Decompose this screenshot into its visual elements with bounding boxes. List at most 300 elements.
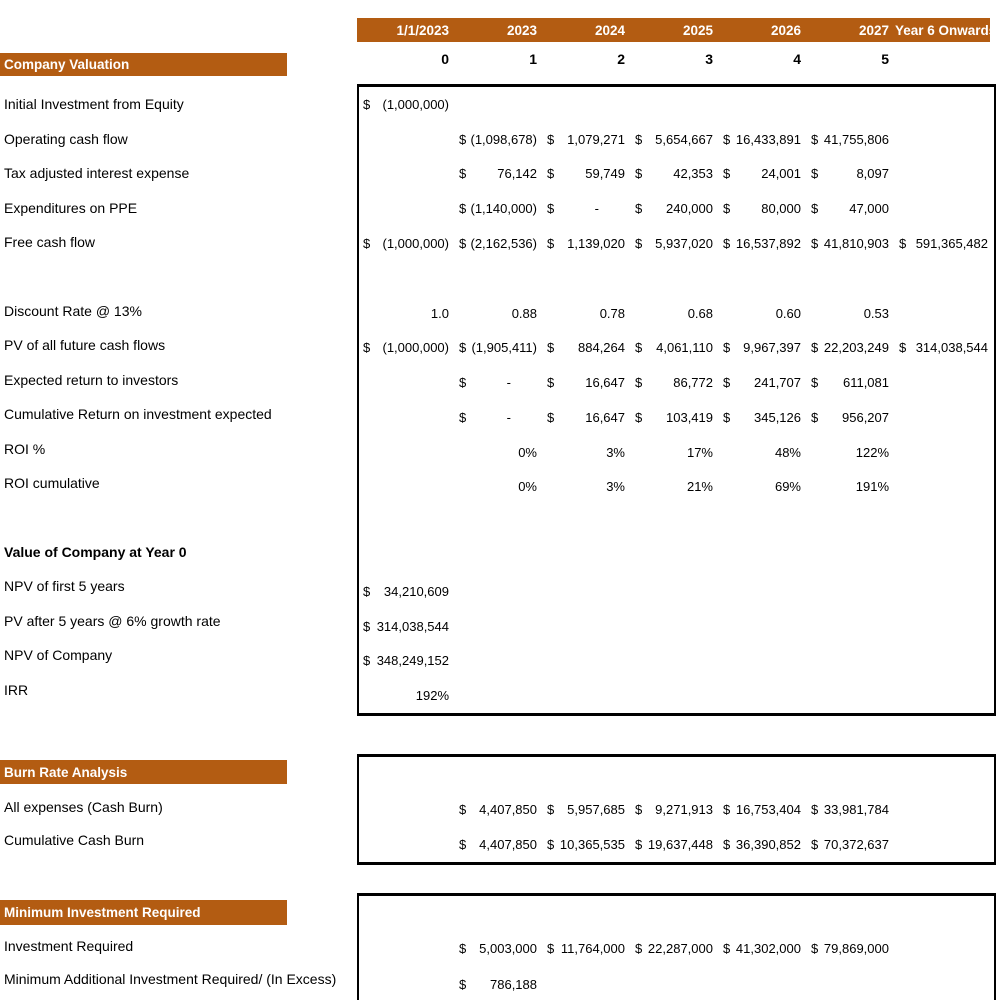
period-number-cell[interactable]: 0 xyxy=(441,51,449,67)
spreadsheet-cell[interactable] xyxy=(543,157,631,192)
currency-symbol: $ xyxy=(547,941,555,957)
spreadsheet-cell[interactable] xyxy=(807,967,895,1000)
spreadsheet-cell[interactable] xyxy=(895,896,994,931)
cell-value: 79,869,000 xyxy=(823,941,889,957)
spreadsheet-cell[interactable] xyxy=(719,827,807,862)
row-label[interactable]: All expenses (Cash Burn) xyxy=(4,798,163,815)
spreadsheet-cell[interactable] xyxy=(455,609,543,644)
spreadsheet-cell[interactable] xyxy=(455,296,543,331)
spreadsheet-cell[interactable] xyxy=(543,827,631,862)
currency-symbol: $ xyxy=(635,941,643,957)
spreadsheet-cell[interactable] xyxy=(807,122,895,157)
spreadsheet-cell[interactable] xyxy=(719,792,807,827)
spreadsheet-cell[interactable] xyxy=(631,87,719,122)
cell-value: 10,365,535 xyxy=(559,837,625,852)
spreadsheet-cell[interactable] xyxy=(807,609,895,644)
spreadsheet-cell[interactable] xyxy=(631,435,719,470)
currency-symbol: $ xyxy=(811,166,819,182)
spreadsheet-cell[interactable] xyxy=(455,539,543,574)
year-header-cell[interactable]: 2023 xyxy=(506,22,537,38)
spreadsheet-cell[interactable] xyxy=(807,330,895,365)
row-label[interactable]: PV after 5 years @ 6% growth rate xyxy=(4,612,221,629)
year-header-cell[interactable]: 1/1/2023 xyxy=(396,22,449,38)
spreadsheet-cell[interactable] xyxy=(719,296,807,331)
spreadsheet-cell[interactable] xyxy=(543,643,631,678)
row-label[interactable]: Cumulative Cash Burn xyxy=(4,831,145,848)
spreadsheet-cell[interactable] xyxy=(359,435,455,470)
row-label[interactable]: PV of all future cash flows xyxy=(4,337,166,354)
spreadsheet-cell[interactable] xyxy=(631,574,719,609)
spreadsheet-cell[interactable] xyxy=(895,539,994,574)
spreadsheet-cell[interactable] xyxy=(359,470,455,505)
currency-symbol: $ xyxy=(811,941,819,957)
cell-value: 591,365,482 xyxy=(915,235,988,251)
cell-value: 240,000 xyxy=(666,201,713,217)
row-label[interactable]: NPV of Company xyxy=(4,647,113,664)
spreadsheet-cell[interactable] xyxy=(807,792,895,827)
spreadsheet-cell[interactable] xyxy=(359,896,455,931)
spreadsheet-cell[interactable] xyxy=(719,330,807,365)
spreadsheet-cell[interactable] xyxy=(719,470,807,505)
cell-value: 314,038,544 xyxy=(376,618,449,634)
spreadsheet-cell[interactable] xyxy=(359,931,455,966)
year-header-cell[interactable]: 2024 xyxy=(594,22,625,38)
spreadsheet-cell[interactable] xyxy=(807,574,895,609)
spreadsheet-cell[interactable] xyxy=(543,87,631,122)
spreadsheet-cell[interactable] xyxy=(359,757,455,792)
spreadsheet-cell[interactable] xyxy=(719,967,807,1000)
currency-symbol: $ xyxy=(811,235,819,251)
row-label xyxy=(4,896,354,929)
spreadsheet-cell[interactable] xyxy=(807,539,895,574)
spreadsheet-cell[interactable] xyxy=(631,470,719,505)
spreadsheet-cell[interactable] xyxy=(719,122,807,157)
spreadsheet-cell[interactable] xyxy=(543,296,631,331)
spreadsheet-cell[interactable] xyxy=(719,643,807,678)
cell-value: 22,203,249 xyxy=(823,340,889,356)
spreadsheet-cell[interactable] xyxy=(719,226,807,261)
table-row xyxy=(359,122,994,157)
spreadsheet-cell[interactable] xyxy=(807,296,895,331)
spreadsheet-cell[interactable] xyxy=(543,330,631,365)
spreadsheet-cell[interactable] xyxy=(807,87,895,122)
cell-value: 1,139,020 xyxy=(567,235,625,251)
table-row xyxy=(359,296,994,331)
row-label[interactable]: Investment Required xyxy=(4,937,134,954)
spreadsheet-cell[interactable] xyxy=(807,191,895,226)
spreadsheet-cell[interactable] xyxy=(543,574,631,609)
spreadsheet-cell[interactable] xyxy=(895,87,994,122)
spreadsheet-cell[interactable] xyxy=(719,574,807,609)
spreadsheet-cell[interactable] xyxy=(719,157,807,192)
cell-value: 16,753,404 xyxy=(735,802,801,817)
table-row xyxy=(359,365,994,400)
spreadsheet-cell[interactable] xyxy=(631,122,719,157)
spreadsheet-cell[interactable] xyxy=(455,122,543,157)
spreadsheet-cell[interactable] xyxy=(359,365,455,400)
spreadsheet-cell[interactable] xyxy=(719,609,807,644)
spreadsheet-cell[interactable] xyxy=(895,400,994,435)
spreadsheet-cell[interactable] xyxy=(543,261,631,296)
cell-value: (1,905,411) xyxy=(471,340,537,356)
currency-symbol: $ xyxy=(723,409,731,425)
spreadsheet-cell[interactable] xyxy=(359,330,455,365)
cell-value: 41,755,806 xyxy=(823,131,889,147)
currency-symbol: $ xyxy=(635,837,643,852)
spreadsheet-cell[interactable] xyxy=(631,643,719,678)
table-row xyxy=(359,574,994,609)
spreadsheet-cell[interactable] xyxy=(895,609,994,644)
spreadsheet-cell[interactable] xyxy=(543,191,631,226)
spreadsheet-cell[interactable] xyxy=(455,330,543,365)
row-label xyxy=(4,757,354,790)
table-row xyxy=(359,678,994,713)
currency-symbol: $ xyxy=(459,166,467,182)
table-row xyxy=(359,400,994,435)
currency-symbol: $ xyxy=(635,375,643,391)
spreadsheet-cell[interactable] xyxy=(359,792,455,827)
cell-value: (1,140,000) xyxy=(470,201,537,217)
spreadsheet-cell[interactable] xyxy=(455,226,543,261)
cell-value: 241,707 xyxy=(754,375,801,391)
spreadsheet-cell[interactable] xyxy=(807,931,895,966)
currency-symbol: $ xyxy=(547,166,555,182)
cell-value: 103,419 xyxy=(666,409,713,425)
spreadsheet-cell[interactable] xyxy=(807,678,895,713)
currency-symbol: $ xyxy=(459,976,467,992)
period-number-cell[interactable]: 3 xyxy=(705,51,713,67)
spreadsheet-cell[interactable] xyxy=(543,678,631,713)
spreadsheet-cell[interactable] xyxy=(455,678,543,713)
currency-symbol: $ xyxy=(811,409,819,425)
spreadsheet-cell[interactable] xyxy=(631,157,719,192)
spreadsheet-cell[interactable] xyxy=(895,261,994,296)
cell-value: (1,000,000) xyxy=(382,96,449,112)
cell-value: 0.53 xyxy=(863,305,889,321)
cell-value: 0.68 xyxy=(687,305,713,321)
table-row xyxy=(359,967,994,1000)
section-header-burn-rate[interactable]: Burn Rate Analysis xyxy=(0,760,287,784)
currency-symbol: $ xyxy=(547,409,555,425)
row-label[interactable]: NPV of first 5 years xyxy=(4,578,125,595)
cell-value: 41,302,000 xyxy=(735,941,801,957)
period-number-cell[interactable] xyxy=(895,46,990,72)
cell-value: 4,407,850 xyxy=(479,837,537,852)
period-number-cell[interactable]: 2 xyxy=(617,51,625,67)
spreadsheet-cell[interactable] xyxy=(455,931,543,966)
period-number-cell[interactable]: 5 xyxy=(881,51,889,67)
spreadsheet-cell[interactable] xyxy=(543,400,631,435)
cell-value: 36,390,852 xyxy=(735,837,801,852)
spreadsheet-cell[interactable] xyxy=(359,87,455,122)
spreadsheet-cell[interactable] xyxy=(895,757,994,792)
spreadsheet-cell[interactable] xyxy=(807,365,895,400)
table-row xyxy=(359,226,994,261)
spreadsheet-cell[interactable] xyxy=(807,896,895,931)
spreadsheet-cell[interactable] xyxy=(719,365,807,400)
spreadsheet-cell[interactable] xyxy=(807,757,895,792)
spreadsheet-cell[interactable] xyxy=(631,678,719,713)
spreadsheet-cell[interactable] xyxy=(359,400,455,435)
row-label[interactable]: ROI cumulative xyxy=(4,475,100,492)
spreadsheet-cell[interactable] xyxy=(455,792,543,827)
cell-value: 191% xyxy=(855,479,889,495)
spreadsheet-cell[interactable] xyxy=(359,678,455,713)
burn-rate-table xyxy=(357,754,996,865)
spreadsheet-cell[interactable] xyxy=(895,191,994,226)
cell-value: 956,207 xyxy=(842,409,889,425)
minimum-investment-table xyxy=(357,893,996,1000)
spreadsheet-cell[interactable] xyxy=(631,539,719,574)
row-label[interactable]: Initial Investment from Equity xyxy=(4,96,184,113)
spreadsheet-cell[interactable] xyxy=(895,827,994,862)
row-label[interactable]: Expected return to investors xyxy=(4,371,179,388)
spreadsheet-cell[interactable] xyxy=(543,504,631,539)
table-row xyxy=(359,609,994,644)
spreadsheet-cell[interactable] xyxy=(719,400,807,435)
spreadsheet-cell[interactable] xyxy=(455,827,543,862)
cell-value: 16,433,891 xyxy=(735,131,801,147)
currency-symbol: $ xyxy=(547,235,555,251)
spreadsheet-cell[interactable] xyxy=(631,609,719,644)
spreadsheet-cell[interactable] xyxy=(359,827,455,862)
row-label[interactable]: Cumulative Return on investment expected xyxy=(4,406,272,423)
spreadsheet-cell[interactable] xyxy=(455,967,543,1000)
company-valuation-labels xyxy=(4,87,354,707)
year-header-cell[interactable]: Year 6 Onwards xyxy=(895,22,997,38)
cell-value: 16,647 xyxy=(585,409,625,425)
cell-value: 345,126 xyxy=(754,409,801,425)
cell-value: 16,647 xyxy=(585,375,625,391)
row-label[interactable]: Minimum Additional Investment Required/ (In Excess) xyxy=(4,971,337,988)
row-label[interactable]: ROI % xyxy=(4,440,46,457)
cell-value: 86,772 xyxy=(673,375,713,391)
cell-value: (1,000,000) xyxy=(382,340,449,356)
spreadsheet-cell[interactable] xyxy=(631,967,719,1000)
cell-value: 314,038,544 xyxy=(915,340,988,356)
spreadsheet-cell[interactable] xyxy=(895,792,994,827)
spreadsheet-cell[interactable] xyxy=(455,87,543,122)
spreadsheet-cell[interactable] xyxy=(631,896,719,931)
spreadsheet-cell[interactable] xyxy=(543,757,631,792)
spreadsheet-cell[interactable] xyxy=(631,757,719,792)
spreadsheet-cell[interactable] xyxy=(895,967,994,1000)
spreadsheet-cell[interactable] xyxy=(895,330,994,365)
spreadsheet-cell[interactable] xyxy=(719,896,807,931)
spreadsheet-cell[interactable] xyxy=(631,330,719,365)
period-number-cell[interactable]: 4 xyxy=(793,51,801,67)
currency-symbol: $ xyxy=(547,802,555,817)
spreadsheet-cell[interactable] xyxy=(543,122,631,157)
spreadsheet-cell[interactable] xyxy=(719,435,807,470)
spreadsheet-cell[interactable] xyxy=(455,757,543,792)
spreadsheet-cell[interactable] xyxy=(895,296,994,331)
spreadsheet-cell[interactable] xyxy=(631,365,719,400)
spreadsheet-cell[interactable] xyxy=(895,643,994,678)
spreadsheet-cell[interactable] xyxy=(631,191,719,226)
spreadsheet-cell[interactable] xyxy=(895,931,994,966)
spreadsheet-cell[interactable] xyxy=(455,261,543,296)
row-label[interactable]: Value of Company at Year 0 xyxy=(4,543,187,560)
table-row xyxy=(359,504,994,539)
cell-value: 42,353 xyxy=(673,166,713,182)
spreadsheet-cell[interactable] xyxy=(807,400,895,435)
spreadsheet-cell[interactable] xyxy=(543,792,631,827)
section-header-minimum-investment[interactable]: Minimum Investment Required xyxy=(0,900,287,925)
spreadsheet-cell[interactable] xyxy=(719,931,807,966)
spreadsheet-cell[interactable] xyxy=(543,470,631,505)
spreadsheet-cell[interactable] xyxy=(359,609,455,644)
table-row xyxy=(359,191,994,226)
row-label[interactable]: Expenditures on PPE xyxy=(4,199,138,216)
spreadsheet-cell[interactable] xyxy=(895,470,994,505)
table-row xyxy=(359,792,994,827)
spreadsheet-cell[interactable] xyxy=(543,931,631,966)
spreadsheet-cell[interactable] xyxy=(359,643,455,678)
currency-symbol: $ xyxy=(363,583,371,599)
spreadsheet-cell[interactable] xyxy=(359,122,455,157)
row-label[interactable]: Free cash flow xyxy=(4,233,96,250)
spreadsheet-cell[interactable] xyxy=(455,400,543,435)
spreadsheet-cell[interactable] xyxy=(455,504,543,539)
spreadsheet-cell[interactable] xyxy=(455,365,543,400)
row-label[interactable]: Tax adjusted interest expense xyxy=(4,165,190,182)
spreadsheet-cell[interactable] xyxy=(455,470,543,505)
spreadsheet-cell[interactable] xyxy=(359,226,455,261)
year-header-cell[interactable]: 2025 xyxy=(682,22,713,38)
spreadsheet-cell[interactable] xyxy=(719,678,807,713)
spreadsheet-cell[interactable] xyxy=(543,365,631,400)
spreadsheet-cell[interactable] xyxy=(807,435,895,470)
spreadsheet-cell[interactable] xyxy=(359,574,455,609)
row-label[interactable]: Operating cash flow xyxy=(4,130,128,147)
spreadsheet-cell[interactable] xyxy=(455,191,543,226)
spreadsheet-cell[interactable] xyxy=(719,191,807,226)
cell-value: 19,637,448 xyxy=(647,837,713,852)
spreadsheet-cell[interactable] xyxy=(719,757,807,792)
row-label[interactable]: Discount Rate @ 13% xyxy=(4,302,142,319)
spreadsheet-cell[interactable] xyxy=(807,226,895,261)
currency-symbol: $ xyxy=(363,653,371,669)
cell-value: 5,003,000 xyxy=(479,941,537,957)
spreadsheet-cell[interactable] xyxy=(631,931,719,966)
currency-symbol: $ xyxy=(459,131,467,147)
row-label[interactable]: IRR xyxy=(4,681,29,698)
section-header-company-valuation[interactable]: Company Valuation xyxy=(0,53,287,76)
cell-value: 5,957,685 xyxy=(567,802,625,817)
spreadsheet-cell[interactable] xyxy=(895,157,994,192)
spreadsheet-cell[interactable] xyxy=(455,157,543,192)
cell-value: 4,061,110 xyxy=(656,340,713,356)
table-row xyxy=(359,827,994,862)
spreadsheet-cell[interactable] xyxy=(543,435,631,470)
spreadsheet-cell[interactable] xyxy=(359,157,455,192)
spreadsheet-cell[interactable] xyxy=(631,792,719,827)
currency-symbol: $ xyxy=(723,375,731,391)
spreadsheet-cell[interactable] xyxy=(543,896,631,931)
cell-value: - xyxy=(506,409,511,425)
spreadsheet-cell[interactable] xyxy=(543,226,631,261)
spreadsheet-cell[interactable] xyxy=(455,643,543,678)
currency-symbol: $ xyxy=(459,375,467,391)
spreadsheet-cell[interactable] xyxy=(359,967,455,1000)
spreadsheet-cell[interactable] xyxy=(895,504,994,539)
spreadsheet-cell[interactable] xyxy=(543,967,631,1000)
spreadsheet-cell[interactable] xyxy=(359,504,455,539)
spreadsheet-cell[interactable] xyxy=(719,261,807,296)
spreadsheet-cell[interactable] xyxy=(895,122,994,157)
spreadsheet-cell[interactable] xyxy=(543,539,631,574)
spreadsheet-cell[interactable] xyxy=(807,643,895,678)
currency-symbol: $ xyxy=(723,941,731,957)
currency-symbol: $ xyxy=(811,131,819,147)
spreadsheet-cell[interactable] xyxy=(455,574,543,609)
currency-symbol: $ xyxy=(811,802,819,817)
table-row xyxy=(359,261,994,296)
spreadsheet-cell[interactable] xyxy=(895,678,994,713)
spreadsheet-cell[interactable] xyxy=(895,365,994,400)
cell-value: 1,079,271 xyxy=(567,131,625,147)
row-label xyxy=(4,259,354,293)
spreadsheet-cell[interactable] xyxy=(895,226,994,261)
currency-symbol: $ xyxy=(723,166,731,182)
spreadsheet-cell[interactable] xyxy=(631,296,719,331)
spreadsheet-cell[interactable] xyxy=(359,261,455,296)
year-header-cell[interactable]: 2026 xyxy=(770,22,801,38)
currency-symbol: $ xyxy=(635,131,643,147)
spreadsheet-cell[interactable] xyxy=(631,504,719,539)
spreadsheet-cell[interactable] xyxy=(359,539,455,574)
table-row xyxy=(359,87,994,122)
spreadsheet-cell[interactable] xyxy=(719,539,807,574)
cell-value: 48% xyxy=(774,444,801,460)
spreadsheet-cell[interactable] xyxy=(807,157,895,192)
spreadsheet-cell[interactable] xyxy=(807,261,895,296)
cell-value: 0% xyxy=(518,479,537,495)
spreadsheet-cell[interactable] xyxy=(455,435,543,470)
spreadsheet-cell[interactable] xyxy=(719,87,807,122)
spreadsheet-cell[interactable] xyxy=(895,435,994,470)
spreadsheet-cell[interactable] xyxy=(359,296,455,331)
spreadsheet-cell[interactable] xyxy=(807,827,895,862)
cell-value: 76,142 xyxy=(497,166,537,182)
cell-value: 69% xyxy=(774,479,801,495)
spreadsheet-cell[interactable] xyxy=(359,191,455,226)
cell-value: 0.78 xyxy=(599,305,625,321)
year-header-row xyxy=(357,18,997,42)
spreadsheet-cell[interactable] xyxy=(631,400,719,435)
spreadsheet-cell[interactable] xyxy=(807,470,895,505)
currency-symbol: $ xyxy=(635,802,643,817)
year-header-cell[interactable]: 2027 xyxy=(858,22,889,38)
spreadsheet-cell[interactable] xyxy=(807,504,895,539)
period-number-cell[interactable]: 1 xyxy=(529,51,537,67)
spreadsheet-cell[interactable] xyxy=(543,609,631,644)
spreadsheet-cell[interactable] xyxy=(631,261,719,296)
spreadsheet-cell[interactable] xyxy=(895,574,994,609)
cell-value: 611,081 xyxy=(842,375,889,391)
spreadsheet-cell[interactable] xyxy=(631,827,719,862)
table-row xyxy=(359,157,994,192)
spreadsheet-cell[interactable] xyxy=(719,504,807,539)
currency-symbol: $ xyxy=(459,409,467,425)
cell-value: 8,097 xyxy=(856,166,889,182)
spreadsheet-cell[interactable] xyxy=(631,226,719,261)
row-label xyxy=(4,500,354,534)
cell-value: 192% xyxy=(415,688,449,704)
spreadsheet-cell[interactable] xyxy=(455,896,543,931)
cell-value: 16,537,892 xyxy=(735,235,801,251)
